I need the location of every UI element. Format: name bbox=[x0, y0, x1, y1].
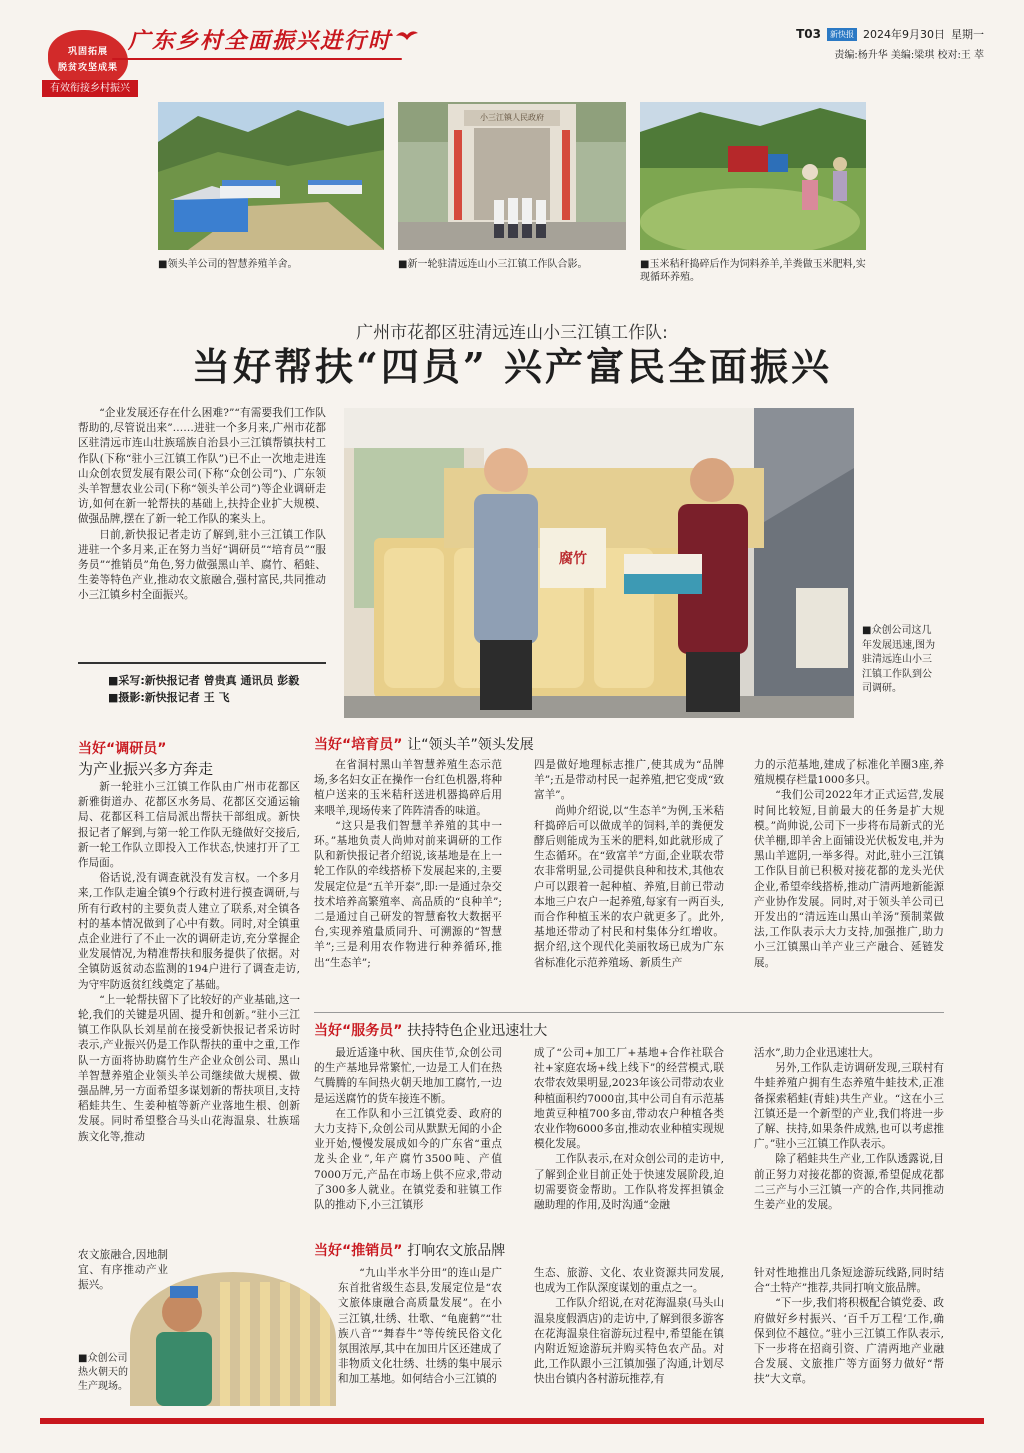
section4-heading bbox=[314, 1240, 505, 1260]
caption-top3-text: 玉米秸秆捣碎后作为饲料养羊,羊粪做玉米肥料,实现循环养殖。 bbox=[640, 259, 866, 283]
section2-heading-prefix: 当好“培育员” bbox=[314, 737, 403, 753]
caption-top3 bbox=[640, 258, 870, 284]
byline-writer: ■采写:新快报记者 曾贵真 通讯员 彭毅 bbox=[108, 674, 300, 687]
section3-paragraph: 除了稻蛙共生产业,工作队透露说,目前正努力对接花都的资源,希望促成花都二三产与小三江镇一产的合作,共同推动生姜产业的发展。 bbox=[754, 1153, 944, 1212]
section1-paragraph: “上一轮帮扶留下了比较好的产业基础,这一轮,我们的关键是巩固、提升和创新。”驻小三江镇工作队队长刘星前在接受新快报记者采访时表示,产业振兴仍是工作队帮扶的重中之重,工作队一方面将协助腐竹生产企业众创公司、黑山羊智慧养殖企业领头羊公司继续做大规模、做强品牌,另一方面希望多谋划新的帮扶项目,支持稻蛙共生、生姜种植等新产业落地生根、创新发展。同时希望整合马头山花海温泉、壮族瑶族文化等,推动 bbox=[78, 993, 300, 1143]
photo-team-group bbox=[398, 102, 626, 250]
caption-top1 bbox=[158, 258, 384, 271]
section4-col2 bbox=[534, 1266, 724, 1388]
product-box-label: 腐竹 bbox=[559, 551, 587, 567]
section3-heading-rest: 扶持特色企业迅速壮大 bbox=[407, 1023, 548, 1039]
section1-body bbox=[78, 780, 300, 1145]
section3-col3 bbox=[754, 1046, 944, 1213]
section4-paragraph: 针对性地推出几条短途游玩线路,同时结合“土特产”推荐,共同打响文旅品牌。 bbox=[754, 1267, 944, 1295]
headline-title: 当好帮扶“四员” 兴产富民全面振兴 bbox=[192, 344, 832, 389]
photo-company-visit bbox=[344, 408, 854, 718]
caption-main bbox=[862, 624, 938, 697]
section3-divider bbox=[314, 1012, 944, 1013]
caption-bottom bbox=[78, 1352, 128, 1394]
section4-paragraph: “下一步,我们将积极配合镇党委、政府做好乡村振兴、‘百千万工程’工作,确保到位不越位。”驻小三江镇工作队表示,下一步将在招商引资、广清两地产业融合发展、文旅推广等方面努力做好“帮扶”大文章。 bbox=[754, 1297, 944, 1386]
section3-heading bbox=[314, 1020, 547, 1040]
section2-col1 bbox=[314, 758, 502, 971]
photo-production-site bbox=[130, 1272, 336, 1406]
section3-paragraph: 活水”,助力企业迅速壮大。 bbox=[754, 1047, 880, 1059]
editor-credits: 责编:杨升华 美编:梁琪 校对:王 萃 bbox=[834, 50, 984, 61]
section1-paragraph: 农文旅融合,因地制宜、有序推动产业振兴。 bbox=[78, 1249, 168, 1292]
caption-bullet: ■ bbox=[158, 259, 168, 270]
section4-paragraph: 生态、旅游、文化、农业资源共同发展,也成为工作队深度谋划的重点之一。 bbox=[534, 1267, 724, 1295]
banner-brush-stroke bbox=[112, 58, 402, 60]
section2-paragraph: “这只是我们智慧羊养殖的其中一环。”基地负责人尚帅对前来调研的工作队和新快报记者介绍说,该基地是在上一轮工作队的牵线搭桥下发展起来的,主要发展定位是“五羊开泰”,即:一是通过杂交技术培养高繁殖率、高品质的“良种羊”;二是通过自己研发的智慧畜牧大数据平台,实现养殖量质同升、可溯源的“智慧羊”;三是利用农作物进行种养循环,推出“生态羊”; bbox=[314, 819, 502, 969]
section1-paragraph: 俗话说,没有调查就没有发言权。一个多月来,工作队走遍全镇9个行政村进行摸查调研,与所有行政村的主要负责人建立了联系,对全镇各村的基本情况做到了心中有数。同时,对全镇重点企业进行了不止一次的调研走访,充分掌握企业发展情况,为精准帮扶和服务提供了依据。对全镇防返贫动态监测的194户进行了调查走访,为守牢防返贫红线奠定了基础。 bbox=[78, 872, 300, 991]
caption-top2-text: 新一轮驻清远连山小三江镇工作队合影。 bbox=[407, 259, 588, 270]
section3-paragraph: 最近适逢中秋、国庆佳节,众创公司的生产基地异常繁忙,一边是工人们在热气腾腾的车间热火朝天地加工腐竹,一边是运送腐竹的货车接连不断。 bbox=[314, 1047, 502, 1105]
issue-weekday: 星期一 bbox=[951, 28, 984, 41]
paper-name-badge: 新快报 bbox=[827, 28, 857, 41]
byline bbox=[108, 672, 338, 706]
caption-top2 bbox=[398, 258, 626, 271]
section4-paragraph: “九山半水半分田”的连山是广东首批省级生态县,发展定位是“农文旅体康融合高质量发展”。在小三江镇,壮绣、壮歌、“龟鹿鹤”“壮族八音”“舞春牛”等传统民俗文化氛围浓厚,其中在加田片区还建成了非物质文化壮绣、壮绣的集中展示和加工基地。如何结合小三江镇的 bbox=[338, 1267, 502, 1386]
government-building-sign: 小三江镇人民政府 bbox=[480, 113, 544, 122]
section3-paragraph: 工作队表示,在对众创公司的走访中,了解到企业目前正处于快速发展阶段,迫切需要资金帮助。工作队将发挥担镇金融助理的作用,及时沟通“金融 bbox=[534, 1153, 724, 1212]
section3-col2 bbox=[534, 1046, 724, 1213]
section1-heading: 当好“调研员” bbox=[78, 741, 167, 757]
section-banner-title: 广东乡村全面振兴进行时 bbox=[128, 28, 393, 54]
section3-paragraph: 成了“公司+加工厂+基地+合作社联合社+家庭农场+线上线下”的经营模式,联农带农效果明显,2023年该公司带动农业种植面积约7000亩,其中公司自有示范基地黄豆种植700多亩,带动农户种植各类农业作物6000多亩,推动农业种植实现规模化发展。 bbox=[534, 1047, 724, 1151]
photo-corn-stalk-processing bbox=[640, 102, 866, 250]
section3-heading-prefix: 当好“服务员” bbox=[314, 1023, 403, 1039]
section1-paragraph: 新一轮驻小三江镇工作队由广州市花都区新雅街道办、花都区水务局、花都区交通运输局、花都区科工信局派出帮扶干部组成。新快报记者了解到,与第一轮工作队无缝做好交接后,新一轮工作队立即投入工作状态,快速打开了工作局面。 bbox=[78, 781, 300, 870]
section4-paragraph: 工作队介绍说,在对花海温泉(马头山温泉度假酒店)的走访中,了解到很多游客在花海温泉住宿游玩过程中,希望能在镇内附近短途游玩并购买特色农产品。对此,工作队跟小三江镇加强了沟通,计划尽快出台镇内各村游玩推荐,有 bbox=[534, 1297, 724, 1386]
section2-paragraph: 四是做好地理标志推广,使其成为“品牌羊”;五是带动村民一起养殖,把它变成“致富羊”。 bbox=[534, 759, 724, 802]
section2-col2 bbox=[534, 758, 724, 971]
byline-photographer: ■摄影:新快报记者 王 飞 bbox=[108, 691, 230, 704]
section2-paragraph: 力的示范基地,建成了标准化羊圈3座,养殖规模存栏量1000多只。 bbox=[754, 759, 944, 787]
section2-heading-rest: 让“领头羊”领头发展 bbox=[407, 737, 534, 753]
section2-paragraph: 尚帅介绍说,以“生态羊”为例,玉米秸秆捣碎后可以做成羊的饲料,羊的粪便发酵后则能成为玉米的肥料,如此就形成了生态循环。在“致富羊”方面,企业联农带农非常明显,公司提供良种和技术,其他农户可以跟着一起种植、养殖,目前已带动本地三户农户一起养殖,每家有一两百头,而合作种植玉米的农户就更多了。此外,基地还带动了村民和村集体分红增收。据介绍,这个现代化美丽牧场已成为广东省标准化示范养殖场、新质生产 bbox=[534, 804, 724, 969]
section3-paragraph: 另外,工作队走访调研发现,三联村有牛蛙养殖户拥有生态养殖牛蛙技术,正准备探索稻蛙(青蛙)共生产业。“这在小三江镇还是一个新型的产业,我们将进一步了解、扶持,如果条件成熟,也可以考虑推广。”驻小三江镇工作队表示。 bbox=[754, 1062, 944, 1151]
photo-smart-sheep-barn bbox=[158, 102, 384, 250]
section4-heading-prefix: 当好“推销员” bbox=[314, 1243, 403, 1259]
seal-text-line2: 脱贫攻坚成果 bbox=[57, 63, 118, 73]
section3-col1 bbox=[314, 1046, 502, 1213]
lede-paragraph: 日前,新快报记者走访了解到,驻小三江镇工作队进驻一个多月来,正在努力当好“调研员”“培育员”“服务员”“推销员”角色,努力做强黑山羊、腐竹、稻蛙、生姜等特色产业,推动农文旅融合,强村富民,共同推动小三江镇乡村全面振兴。 bbox=[78, 528, 326, 602]
caption-bullet: ■ bbox=[862, 625, 872, 636]
page-info bbox=[796, 26, 984, 42]
footer-accent-bar bbox=[40, 1418, 984, 1424]
masthead bbox=[0, 0, 1024, 100]
section1-body-tail bbox=[78, 1248, 168, 1294]
section3-paragraph: 在工作队和小三江镇党委、政府的大力支持下,众创公司从默默无闻的小企业开始,慢慢发展成如今的广东省“重点龙头企业”,年产腐竹3500吨、产值7000万元,产品在市场上供不应求,带动了300多人就业。在镇党委和驻镇工作队的推动下,小三江镇形 bbox=[314, 1107, 502, 1212]
lede-text bbox=[78, 406, 326, 604]
caption-top1-text: 领头羊公司的智慧养殖羊舍。 bbox=[167, 259, 298, 270]
section4-col1 bbox=[338, 1266, 502, 1388]
section2-paragraph: 在省洞村黑山羊智慧养殖生态示范场,多名妇女正在操作一台红色机器,将种植户送来的玉米秸秆送进机器捣碎后用来喂羊,现场传来了阵阵清香的味道。 bbox=[314, 759, 502, 817]
caption-bottom-text: 众创公司热火朝天的生产现场。 bbox=[78, 1353, 128, 1392]
headline-kicker: 广州市花都区驻清远连山小三江镇工作队: bbox=[356, 323, 668, 343]
caption-main-text: 众创公司这几年发展迅速,图为驻清远连山小三江镇工作队到公司调研。 bbox=[862, 625, 936, 694]
lede-paragraph: “企业发展还存在什么困难?”“有需要我们工作队帮助的,尽管说出来”……进驻一个多月来,广州市花都区驻清远市连山壮族瑶族自治县小三江镇帮镇扶村工作队(下称“驻小三江镇工作队”)已不止一次地走进连山众创农贸发展有限公司(下称“众创公司”)、广东领头羊智慧农业公司(下称“领头羊公司”)等企业调研走访,如何在新一轮帮扶的基础上,扶持企业扩大规模、做强品牌,摆在了新一轮工作队的案头上。 bbox=[78, 407, 326, 526]
issue-date: 2024年9月30日 bbox=[863, 28, 945, 41]
section4-heading-rest: 打响农文旅品牌 bbox=[407, 1243, 506, 1259]
caption-bullet: ■ bbox=[640, 259, 650, 270]
page-number: T03 bbox=[796, 27, 821, 41]
section2-paragraph: “我们公司2022年才正式运营,发展时间比较短,目前最大的任务是扩大规模。”尚帅说,公司下一步将布局新式的光伏羊棚,即羊舍上面铺设光伏板发电,并为黑山羊遮阴,一举多得。对此,驻小三江镇工作队目前已积极对接花都的龙头光伏企业,希望牵线搭桥,推动广清两地新能源产业协作发展。同时,对于领头羊公司已开发出的“清远连山黑山羊汤”预制菜做法,工作队表示大力支持,加强推广,助力小三江镇黑山羊产业三产融合、延链发展。 bbox=[754, 789, 944, 969]
bird-icon bbox=[395, 28, 419, 42]
section2-col3 bbox=[754, 758, 944, 971]
section4-col3 bbox=[754, 1266, 944, 1388]
section1-subtitle: 为产业振兴多方奔走 bbox=[78, 760, 214, 778]
byline-rule bbox=[78, 662, 326, 664]
caption-bullet: ■ bbox=[78, 1353, 88, 1364]
section-sub-tag: 有效衔接乡村振兴 bbox=[42, 80, 138, 97]
caption-bullet: ■ bbox=[398, 259, 408, 270]
section2-heading bbox=[314, 734, 534, 754]
seal-text-line1: 巩固拓展 bbox=[67, 47, 108, 57]
